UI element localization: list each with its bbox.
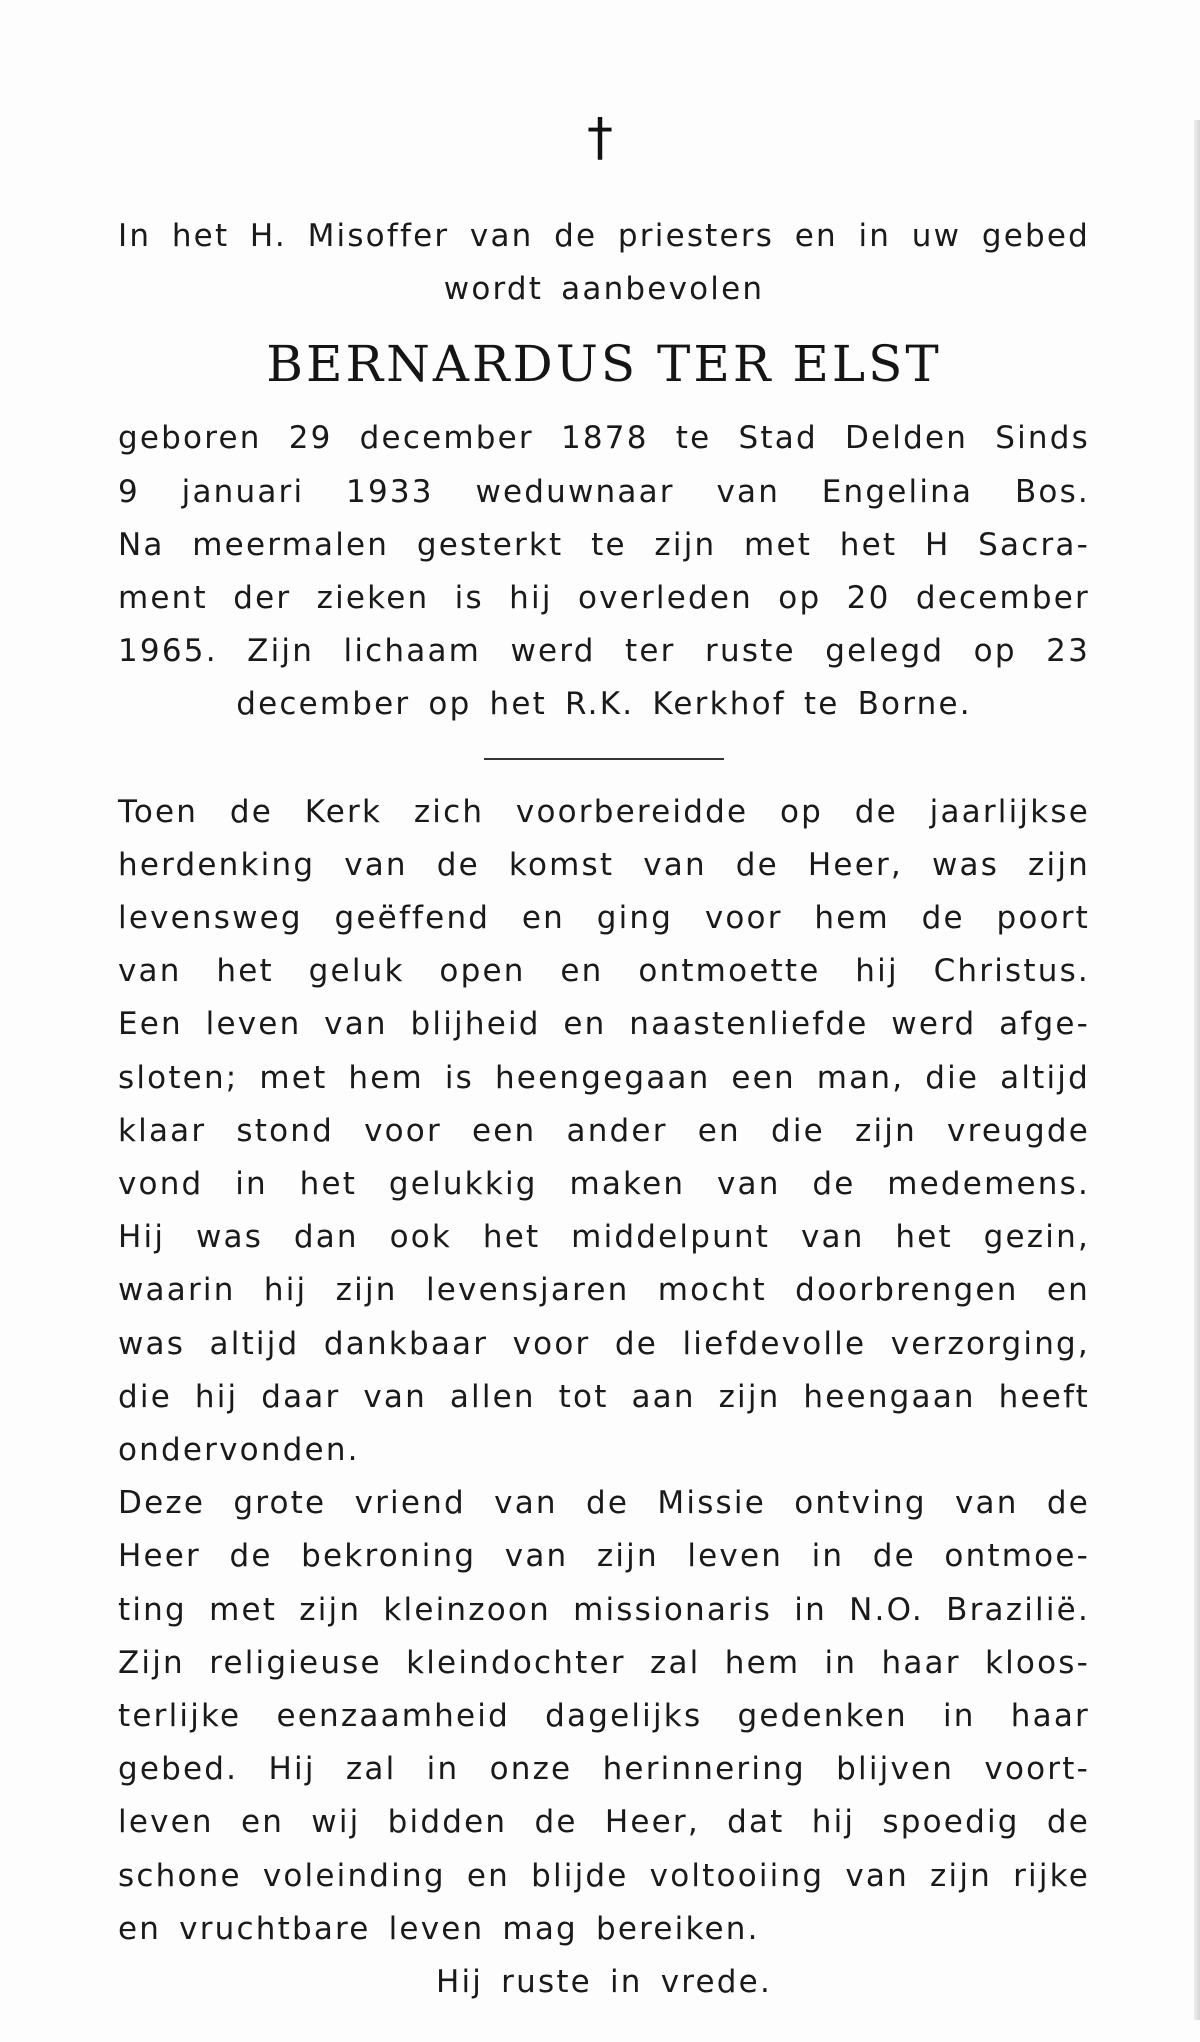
body-line: herdenking van de komst van de Heer, was zijn <box>118 846 1090 883</box>
body-line: levensweg geëffend en ging voor hem de poort <box>118 900 1090 937</box>
body-line: sloten; met hem is heengegaan een man, die altijd <box>118 1059 1090 1096</box>
body-line: terlijke eenzaamheid dagelijks gedenken in haar <box>118 1698 1090 1735</box>
details-line: 1965. Zijn lichaam werd ter ruste gelegd op 23 <box>118 633 1090 670</box>
details-line: december op het R.K. Kerkhof te Borne. <box>236 686 972 723</box>
details-line: Na meermalen gesterkt te zijn met het H Sacra- <box>118 526 1090 563</box>
card-edge-shadow <box>1194 120 1200 2020</box>
body-line: die hij daar van allen tot aan zijn heengaan heeft <box>118 1378 1090 1415</box>
body-line: Deze grote vriend van de Missie ontving van de <box>118 1485 1090 1522</box>
body-line: ting met zijn kleinzoon missionaris in N.O. Brazilië. <box>118 1591 1090 1628</box>
body-line: Zijn religieuse kleindochter zal hem in haar kloos- <box>118 1644 1090 1681</box>
intro-line-1: In het H. Misoffer van de priesters en in uw gebed <box>118 218 1090 254</box>
body-line: Heer de bekroning van zijn leven in de ontmoe- <box>118 1538 1090 1575</box>
body-line: leven en wij bidden de Heer, dat hij spoedig de <box>118 1804 1090 1841</box>
body-line: was altijd dankbaar voor de liefdevolle verzorging, <box>118 1325 1090 1362</box>
body-line: klaar stond voor een ander en die zijn vreugde <box>118 1112 1090 1149</box>
body-line: waarin hij zijn levensjaren mocht doorbrengen en <box>118 1272 1090 1309</box>
body-line: vond in het gelukkig maken van de medemens. <box>118 1166 1090 1203</box>
divider-rule <box>484 758 724 760</box>
body-paragraph <box>118 786 1090 1956</box>
body-line: ondervonden. <box>118 1432 360 1469</box>
body-line: Toen de Kerk zich voorbereidde op de jaarlijkse <box>118 793 1090 830</box>
body-line: gebed. Hij zal in onze herinnering blijven voort- <box>118 1751 1090 1788</box>
cross-icon: † <box>587 108 613 168</box>
details-line: geboren 29 december 1878 te Stad Delden Sinds <box>118 420 1090 457</box>
closing-line: Hij ruste in vrede. <box>435 1964 772 2001</box>
body-line: Een leven van blijheid en naastenliefde werd afge- <box>118 1006 1090 1043</box>
body-line: van het geluk open en ontmoette hij Christus. <box>118 953 1090 990</box>
details-paragraph <box>118 412 1090 731</box>
details-line: ment der zieken is hij overleden op 20 december <box>118 580 1090 617</box>
deceased-name: BERNARDUS TER ELST <box>266 335 942 394</box>
card-text <box>118 210 1090 2009</box>
details-line: 9 januari 1933 weduwnaar van Engelina Bos. <box>118 473 1090 510</box>
body-line: en vruchtbare leven mag bereiken. <box>118 1910 760 1947</box>
body-line: Hij was dan ook het middelpunt van het gezin, <box>118 1219 1090 1256</box>
intro-line-2: wordt aanbevolen <box>443 271 765 308</box>
body-line: schone voleinding en blijde voltooiing van zijn rijke <box>118 1857 1090 1894</box>
